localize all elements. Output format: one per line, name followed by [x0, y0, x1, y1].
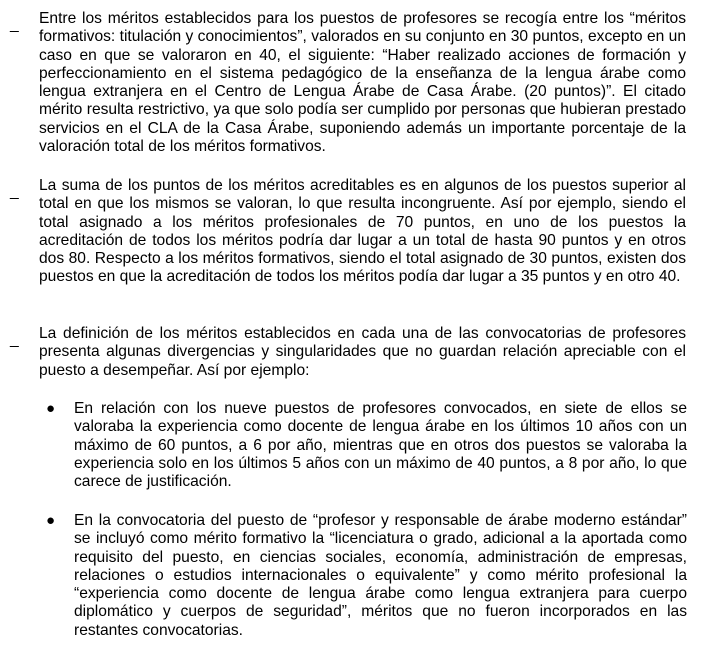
bullet-icon: ●: [46, 400, 56, 417]
paragraph-1: Entre los méritos establecidos para los puestos de profesores se recogía entre los “méritos formativos: titulación y conocimientos”, valorados en su conjunto en 30 puntos, excepto en un caso en que se valoraron en 40, el siguiente: “Haber realizado acciones de formación y perfeccionamiento en el sistema pedagógico de la enseñanza de la lengua árabe como lengua extranjera en el Centro de Lengua Árabe de Casa Árabe. (20 puntos)”. El citado mérito resulta restrictivo, ya que solo podía ser cumplido por personas que hubieran prestado servicios en el CLA de la Casa Árabe, suponiendo además un importante porcentaje de la valoración total de los méritos formativos.: [39, 10, 686, 156]
bullet-paragraph-1: En relación con los nueve puestos de profesores convocados, en siete de ellos se valoraba la experiencia como docente de lengua árabe en los últimos 10 años con un máximo de 60 puntos, a 6 por año, mientras que en otros dos puestos se valoraba la experiencia solo en los últimos 5 años con un máximo de 40 puntos, a 8 por año, lo que carece de justificación.: [74, 400, 687, 491]
dash-marker: _: [10, 183, 19, 200]
bullet-icon: ●: [46, 512, 56, 529]
paragraph-2: La suma de los puntos de los méritos acreditables es en algunos de los puestos superior al total en que los mismos se valoran, lo que resulta incongruente. Así por ejemplo, siendo el total asignado a los méritos profesionales de 70 puntos, en uno de los puestos la acreditación de todos los méritos podría dar lugar a un total de hasta 90 puntos y en otros dos 80. Respecto a los méritos formativos, siendo el total asignado de 30 puntos, existen dos puestos en que la acreditación de todos los méritos podía dar lugar a 35 puntos y en otro 40.: [39, 177, 686, 286]
bullet-paragraph-2: En la convocatoria del puesto de “profesor y responsable de árabe moderno estándar” se incluyó como mérito formativo la “licenciatura o grado, adicional a la aportada como requisito del puesto, en ciencias sociales, economía, administración de empresas, relaciones o estudios internacionales o equivalente” y como mérito profesional la “experiencia como docente de lengua árabe como lengua extranjera para cuerpo diplomático y cuerpos de seguridad”, méritos que no fueron incorporados en las restantes convocatorias.: [74, 512, 687, 639]
dash-marker: _: [10, 16, 19, 33]
paragraph-3: La definición de los méritos establecidos en cada una de las convocatorias de profesores presenta algunas divergencias y singularidades que no guardan relación apreciable con el puesto a desempeñar. Así por ejemplo:: [39, 325, 686, 379]
dash-marker: _: [10, 331, 19, 348]
